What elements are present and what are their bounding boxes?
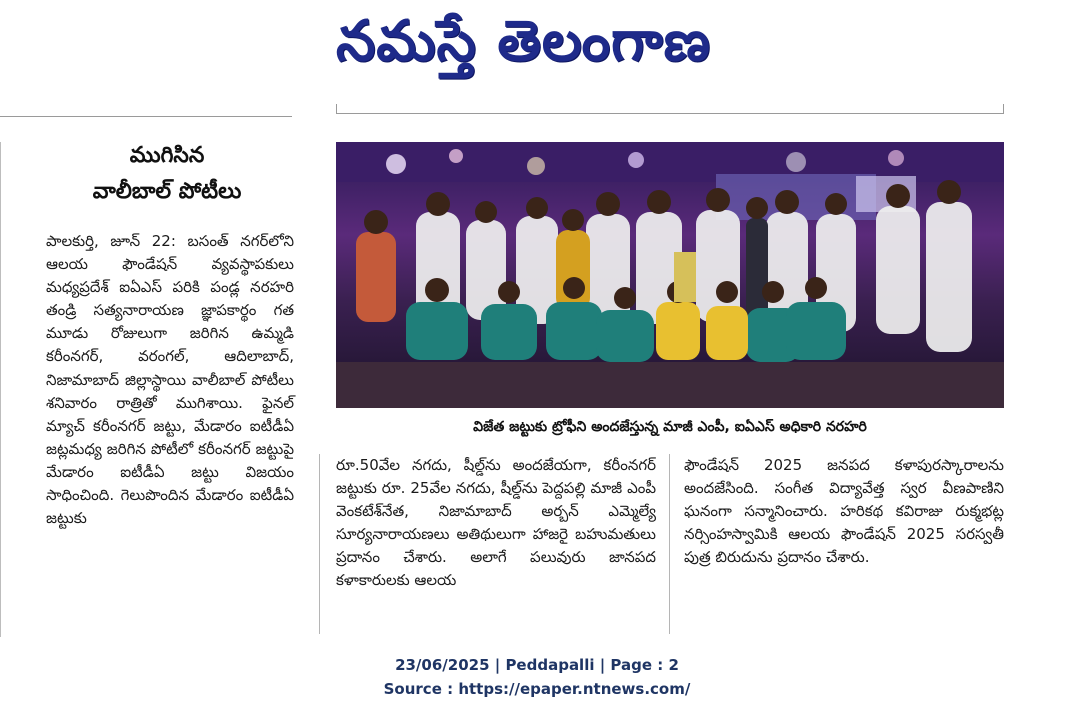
masthead-title: నమస్తే తెలంగాణ [336, 9, 711, 74]
article-headline [40, 138, 294, 210]
headline-line-1: ముగిసిన [129, 143, 205, 168]
masthead-rule [336, 104, 1004, 114]
column-divider [669, 454, 670, 634]
left-top-rule [0, 116, 292, 117]
article-column-3: ఫౌండేషన్ 2025 జనపద కళాపురస్కారాలను అందజేసింది. సంగీత విద్యావేత్త స్వర వీణపాణిని ఘనంగా సన్మానించారు. హరికథ కవిరాజు రుక్మభట్ల నర్సింహస్వామికి ఆలయ ఫౌండేషన్ 2025 సరస్వతీ పుత్ర బిరుదును ప్రదానం చేశారు. [684, 456, 1004, 567]
article-column-2: రూ.50వేల నగదు, షీల్డ్‌ను అందజేయగా, కరీంనగర్ జట్టుకు రూ. 25వేల నగదు, షీల్డ్‌ను పెద్దపల్లి మాజీ ఎంపీ వెంకటేశ్‌నేత, నిజామాబాద్ అర్బన్ ఎమ్మెల్యే సూర్యనారాయణలు అతిథులుగా హాజరై బహుమతులు ప్రదానం చేశారు. అలాగే పలువురు జానపద కళాకారులకు ఆలయ [336, 456, 656, 590]
footer-date-edition: 23/06/2025 | Peddapalli | Page : 2 [395, 656, 679, 674]
photo-caption: విజేత జట్టుకు ట్రోఫీని అందజేస్తున్న మాజీ ఎంపీ, ఐఏఎస్ అధికారి నరహరి [473, 419, 867, 435]
news-photo [336, 142, 1004, 408]
article-column-1: పాలకుర్తి, జూన్ 22: బసంత్ నగర్‌లోని ఆలయ ఫౌండేషన్ వ్యవస్థాపకులు మధ్యప్రదేశ్ ఐఏఎస్ పరికి పండ్ల నరహరి తండ్రి సత్యనారాయణ జ్ఞాపకార్థం గత మూడు రోజులుగా జరిగిన ఉమ్మడి కరీంనగర్, వరంగల్, ఆదిలాబాద్, నిజామాబాద్ జిల్లాస్థాయి వాలీబాల్ పోటీలు శనివారం రాత్రితో ముగిశాయి. ఫైనల్ మ్యాచ్ కరీంనగర్ జట్టు, మేడారం ఐటీడీఏ జట్లమధ్య జరిగిన పోటీలో కరీంనగర్ జట్టుపై మేడారం ఐటీడీఏ జట్టు విజయం సాధించింది. గెలుపొందిన మేడారం ఐటీడీఏ జట్టుకు [46, 232, 294, 528]
column-divider [319, 454, 320, 634]
left-column-rule [0, 142, 1, 637]
headline-line-2: వాలీబాల్ పోటీలు [92, 179, 242, 204]
footer-source: Source : https://epaper.ntnews.com/ [383, 680, 691, 698]
